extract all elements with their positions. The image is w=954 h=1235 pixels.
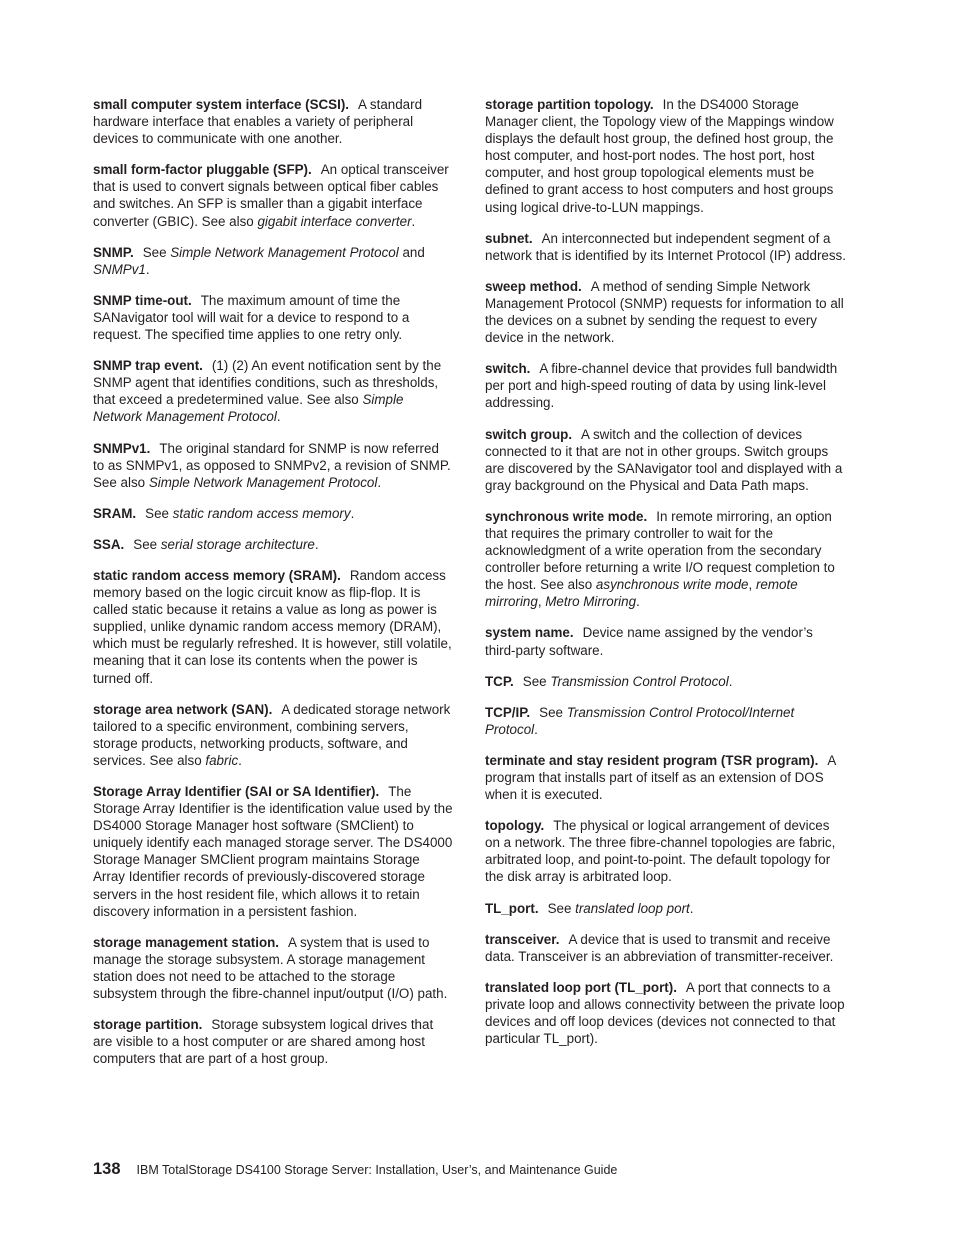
definition-text: ,: [748, 577, 756, 593]
glossary-entry: [93, 701, 453, 769]
glossary-entry: [93, 934, 453, 1002]
cross-reference: Transmission Control Protocol: [550, 673, 729, 689]
glossary-term: small computer system interface (SCSI).: [93, 97, 349, 112]
glossary-entry: [485, 673, 847, 690]
definition-text: .: [145, 261, 150, 277]
definition-text: A port that connects to a private loop and allows connectivity between the private loop devices and off loop devices (devices not connected to that particular TL_port).: [485, 979, 845, 1047]
glossary-right-column: [485, 96, 847, 1061]
definition-text: .: [534, 721, 538, 737]
glossary-term: static random access memory (SRAM).: [93, 567, 341, 583]
glossary-entry: [485, 96, 847, 216]
glossary-term: subnet.: [485, 230, 533, 246]
definition-text: A fibre-channel device that provides full bandwidth per port and high-speed routing of data by using link-level addressing.: [485, 361, 838, 411]
glossary-entry: [93, 440, 453, 491]
page-footer: [93, 1160, 617, 1179]
definition-text: Device name assigned by the vendor’s third-party software.: [485, 625, 813, 658]
glossary-term: TCP.: [485, 673, 514, 689]
cross-reference: Simple Network Management Protocol: [93, 392, 404, 425]
definition-text: (1) (2) An event notification sent by the SNMP agent that identifies conditions, such as thresholds, that exceed a predetermined value. See also: [93, 358, 442, 408]
cross-reference: remote mirroring: [485, 577, 798, 610]
glossary-term: SNMP.: [93, 244, 134, 260]
definition-text: A dedicated storage network tailored to a specific environment, combining servers, storage products, networking products, software, and services. See also: [93, 701, 451, 768]
cross-reference: serial storage architecture: [160, 536, 315, 552]
glossary-entry: [93, 783, 453, 920]
cross-reference: asynchronous write mode: [595, 577, 749, 593]
glossary-term: terminate and stay resident program (TSR program).: [485, 752, 819, 768]
definition-text: .: [350, 505, 355, 521]
definition-text: See: [539, 704, 567, 720]
definition-text: See: [133, 536, 161, 552]
glossary-term: SNMP time-out.: [93, 292, 192, 308]
glossary-entry: [93, 161, 453, 229]
glossary-term: Storage Array Identifier (SAI or SA Identifier).: [93, 784, 380, 799]
definition-text: The Storage Array Identifier is the identification value used by the DS4000 Storage Manager host software (SMClient) to uniquely identify each managed storage server. The DS4000 Storage Manager SMClient program maintains Storage Array Identifier records of previously-discovered storage servers in the host resident file, which allows it to retain discovery information in a persistent fashion.: [93, 784, 453, 919]
definition-text: The physical or logical arrangement of devices on a network. The three fibre-channel topologies are fabric, arbitrated loop, and point-to-point. The default topology for the disk array is arbitrated loop.: [485, 818, 836, 885]
glossary-term: SNMP trap event.: [93, 358, 203, 374]
glossary-term: TCP/IP.: [485, 704, 531, 720]
definition-text: See: [522, 673, 551, 689]
glossary-term: storage partition topology.: [485, 97, 654, 112]
glossary-entry: [93, 1016, 453, 1067]
definition-text: .: [728, 673, 733, 689]
definition-text: .: [636, 594, 640, 610]
cross-reference: fabric: [205, 752, 239, 768]
glossary-entry: [485, 704, 847, 738]
glossary-term: storage management station.: [93, 934, 280, 950]
glossary-entry: [485, 817, 847, 885]
glossary-term: storage partition.: [93, 1017, 203, 1033]
definition-text: An interconnected but independent segment of a network that is identified by its Internet Protocol (IP) address.: [485, 230, 846, 263]
glossary-term: TL_port.: [485, 900, 539, 916]
glossary-entry: [485, 931, 847, 965]
definition-text: In the DS4000 Storage Manager client, the Topology view of the Mappings window displays the default host group, the defined host group, the host computer, and host-port nodes. The host port, host computer, and host group topological elements must be defined to grant access to host computers and host groups using logical drive-to-LUN mappings.: [485, 97, 834, 215]
glossary-entry: [485, 900, 847, 917]
definition-text: A switch and the collection of devices connected to it that are not in other groups. Switch groups are discovered by the SANavigator tool and displayed with a gray background on the Physical and Data Path maps.: [485, 426, 843, 493]
definition-text: A device that is used to transmit and receive data. Transceiver is an abbreviation of transmitter-receiver.: [485, 931, 834, 964]
glossary-entry: [485, 752, 847, 803]
glossary-entry: [93, 244, 453, 278]
definition-text: The maximum amount of time the SANavigator tool will wait for a device to respond to a request. The specified time applies to one retry only.: [93, 292, 410, 343]
definition-text: A method of sending Simple Network Management Protocol (SNMP) requests for information to all the devices on a subnet by sending the request to every device in the network.: [485, 278, 844, 346]
glossary-left-column: [93, 96, 453, 1081]
glossary-term: synchronous write mode.: [485, 508, 648, 524]
cross-reference: static random access memory: [172, 505, 351, 521]
definition-text: See: [142, 244, 171, 260]
glossary-term: translated loop port (TL_port).: [485, 979, 677, 995]
glossary-term: SSA.: [93, 536, 125, 552]
definition-text: .: [238, 752, 242, 768]
definition-text: .: [276, 409, 281, 425]
glossary-entry: [485, 624, 847, 658]
definition-text: .: [377, 474, 382, 490]
glossary-term: SNMPv1.: [93, 440, 151, 456]
glossary-entry: [485, 979, 847, 1047]
definition-text: In remote mirroring, an option that requires the primary controller to wait for the acknowledgment of a write operation from the secondary controller before returning a write I/O request completion to the host. See also: [485, 508, 835, 593]
glossary-term: switch group.: [485, 426, 573, 442]
definition-text: Storage subsystem logical drives that are visible to a host computer or are shared among host computers that are part of a host group.: [93, 1017, 434, 1067]
glossary-term: SRAM.: [93, 505, 137, 521]
definition-text: .: [314, 536, 319, 552]
glossary-entry: [485, 230, 847, 264]
glossary-entry: [93, 505, 453, 522]
cross-reference: Transmission Control Protocol/Internet Protocol: [485, 704, 795, 737]
definition-text: and: [398, 244, 425, 260]
glossary-entry: [93, 292, 453, 343]
cross-reference: gigabit interface converter: [257, 213, 412, 229]
definition-text: A standard hardware interface that enables a variety of peripheral devices to communicate with one another.: [93, 97, 423, 147]
glossary-entry: [485, 278, 847, 346]
book-title: IBM TotalStorage DS4100 Storage Server: Installation, User’s, and Maintenance Guide: [136, 1163, 618, 1177]
cross-reference: Simple Network Management Protocol: [148, 474, 378, 490]
cross-reference: translated loop port: [575, 900, 690, 916]
glossary-term: storage area network (SAN).: [93, 701, 273, 717]
glossary-term: topology.: [485, 818, 545, 834]
glossary-term: sweep method.: [485, 278, 582, 294]
definition-text: See: [547, 900, 576, 916]
cross-reference: SNMPv1: [93, 261, 146, 277]
glossary-term: system name.: [485, 625, 574, 641]
glossary-entry: [93, 536, 453, 553]
glossary-entry: [485, 360, 847, 411]
definition-text: See: [145, 505, 173, 521]
glossary-entry: [485, 426, 847, 494]
glossary-entry: [93, 567, 453, 687]
definition-text: A program that installs part of itself as an extension of DOS when it is executed.: [485, 752, 836, 803]
definition-text: ,: [537, 594, 546, 610]
definition-text: .: [411, 213, 416, 229]
definition-text: .: [689, 900, 694, 916]
glossary-entry: [485, 508, 847, 611]
page-number: 138: [93, 1160, 121, 1178]
definition-text: The original standard for SNMP is now referred to as SNMPv1, as opposed to SNMPv2, a revision of SNMP. See also: [93, 440, 451, 490]
definition-text: Random access memory based on the logic circuit know as flip-flop. It is called static because it retains a value as long as power is supplied, unlike dynamic random access memory (DRAM), which must be regularly refreshed. It is however, still volatile, meaning that it can lose its contents when the power is turned off.: [93, 567, 452, 686]
cross-reference: Simple Network Management Protocol: [170, 244, 399, 260]
glossary-entry: [93, 357, 453, 425]
glossary-entry: [93, 96, 453, 147]
definition-text: An optical transceiver that is used to convert signals between optical fiber cables and switches. An SFP is smaller than a gigabit interface converter (GBIC). See also: [93, 162, 449, 229]
glossary-term: small form-factor pluggable (SFP).: [93, 162, 312, 178]
definition-text: A system that is used to manage the storage subsystem. A storage management station does not need to be attached to the storage subsystem through the fibre-channel input/output (I/O) path.: [93, 934, 448, 1002]
glossary-term: transceiver.: [485, 931, 560, 947]
cross-reference: Metro Mirroring: [545, 594, 637, 610]
glossary-term: switch.: [485, 361, 531, 377]
